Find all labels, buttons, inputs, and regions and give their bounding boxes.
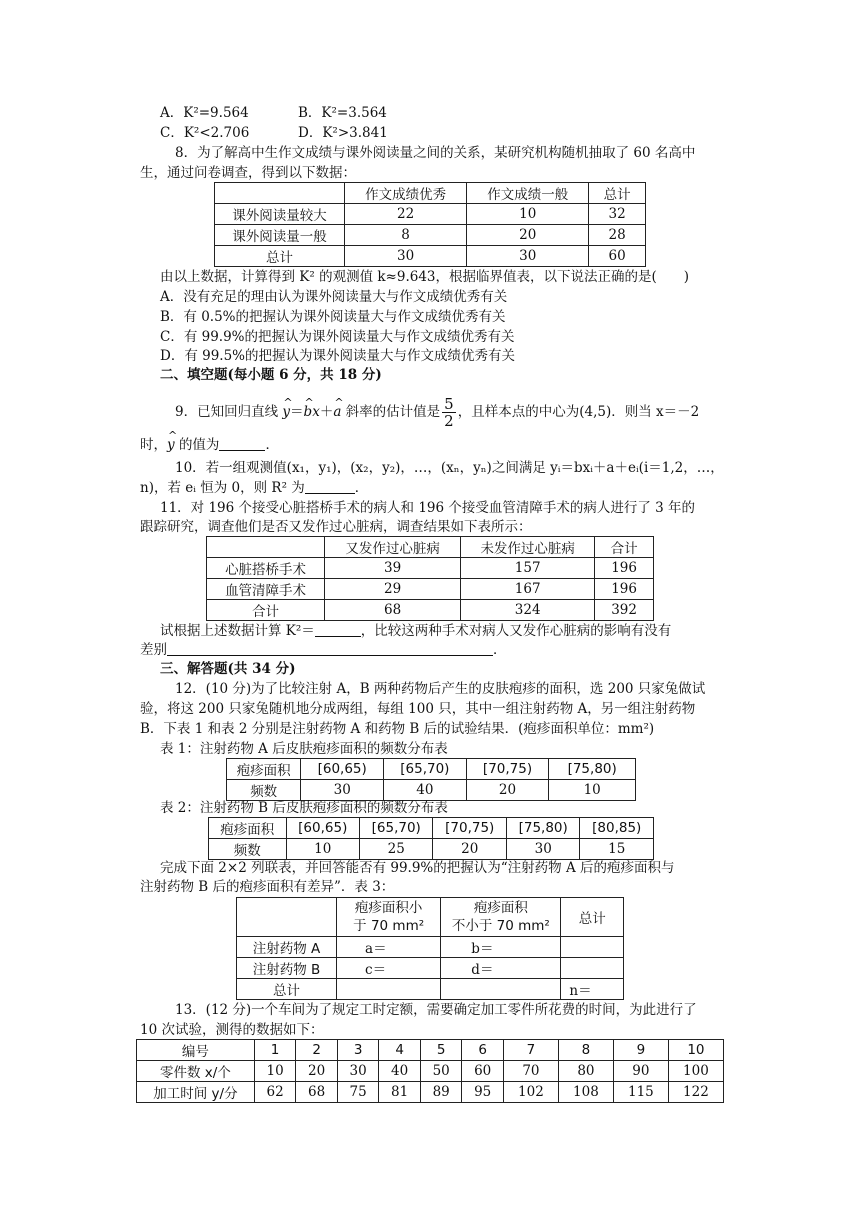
q13-row-label: 加工时间 y/分 — [137, 1082, 255, 1103]
q7-option-b: B．K²=3.564 — [298, 105, 387, 121]
table-row — [207, 600, 654, 621]
q11-after-line1 — [160, 622, 671, 640]
t2-header: 疱疹面积 — [209, 818, 287, 839]
q10-text-b: ． — [354, 480, 369, 496]
q13-cell: 75 — [337, 1082, 379, 1103]
q11-row-label: 合计 — [207, 600, 325, 621]
t3-row-label: 注射药物 A — [237, 937, 337, 958]
t2-cell: 30 — [506, 839, 579, 860]
q13-cell: 100 — [668, 1061, 723, 1082]
q8-cell: 10 — [467, 204, 589, 225]
t3-header-line: 疱疹面积 — [473, 900, 528, 916]
q13-cell: 62 — [254, 1082, 296, 1103]
q11-cell: 167 — [461, 579, 595, 600]
t2-row-label: 频数 — [209, 839, 287, 860]
regression-equation: ^ y＝^ bx＋^ a — [278, 404, 346, 420]
q8-cell: 22 — [345, 204, 467, 225]
q13-table-header: 4 — [379, 1040, 421, 1061]
t3-cell-d[interactable]: d＝ — [441, 958, 561, 979]
answer-blank[interactable] — [167, 641, 493, 656]
q13-cell: 81 — [379, 1082, 421, 1103]
table-row — [237, 937, 624, 958]
t1-header: [70,75) — [466, 759, 549, 780]
t3-header-large — [441, 898, 561, 937]
q11-cell: 68 — [325, 600, 461, 621]
answer-blank[interactable] — [305, 479, 355, 494]
table-row — [227, 780, 636, 801]
q13-line1: 13．(12 分)一个车间为了规定工时定额，需要确定加工零件所花费的时间，为此进行了 — [175, 1002, 697, 1018]
q8-cell: 30 — [467, 246, 589, 267]
q11-table-header — [207, 537, 325, 558]
t1-header: 疱疹面积 — [227, 759, 301, 780]
answer-blank[interactable] — [315, 622, 361, 637]
q11-cell: 39 — [325, 558, 461, 579]
q11-cell: 196 — [595, 558, 654, 579]
t3-cell[interactable] — [561, 937, 624, 958]
q10-text-a: n)，若 eᵢ 恒为 0，则 R² 为 — [140, 480, 305, 496]
q13-table-header: 编号 — [137, 1040, 255, 1061]
q8-table-header: 总计 — [589, 183, 646, 204]
q13-table-header: 3 — [337, 1040, 379, 1061]
q12-after-line1: 完成下面 2×2 列联表，并回答能否有 99.9%的把握认为“注射药物 A 后的疱疹面积与 — [160, 860, 675, 876]
q13-table-header: 9 — [613, 1040, 668, 1061]
q13-cell: 30 — [337, 1061, 379, 1082]
t1-header: [65,70) — [384, 759, 467, 780]
q11-cell: 392 — [595, 600, 654, 621]
q8-row-label: 总计 — [215, 246, 345, 267]
q11-row-label: 心脏搭桥手术 — [207, 558, 325, 579]
q11-row-label: 血管清障手术 — [207, 579, 325, 600]
t2-header: [60,65) — [286, 818, 359, 839]
q11-cell: 29 — [325, 579, 461, 600]
t3-header-line: 不小于 70 mm² — [451, 918, 550, 934]
q13-line2: 10 次试验，测得的数据如下： — [140, 1022, 324, 1038]
q13-cell: 115 — [613, 1082, 668, 1103]
q8-after-text: 由以上数据，计算得到 K² 的观测值 k≈9.643，根据临界值表，以下说法正确的是( ) — [160, 269, 690, 285]
q9-text-b: 斜率的估计值是 — [345, 404, 441, 420]
t3-header-line: 疱疹面积小 — [354, 900, 423, 916]
q12-after-line2: 注射药物 B 后的疱疹面积有差异”．表 3： — [140, 879, 395, 895]
t2-header: [65,70) — [360, 818, 433, 839]
q8-cell: 32 — [589, 204, 646, 225]
q11-line1: 11．对 196 个接受心脏搭桥手术的病人和 196 个接受血管清障手术的病人进行了 3 年的 — [160, 500, 696, 516]
t3-cell-a[interactable]: a＝ — [337, 937, 441, 958]
q7-option-d: D．K²>3.841 — [298, 125, 388, 141]
t2-cell: 10 — [286, 839, 359, 860]
t3-header-total: 总计 — [561, 898, 624, 937]
t2-cell: 25 — [360, 839, 433, 860]
fraction-denominator: 2 — [444, 412, 454, 430]
t3-corner — [237, 898, 337, 937]
q13-cell: 80 — [558, 1061, 613, 1082]
q8-table-header — [215, 183, 345, 204]
t3-row-label: 总计 — [237, 979, 337, 1000]
q13-table-header: 2 — [296, 1040, 338, 1061]
q9-text-d: 时， — [140, 437, 167, 453]
section-fill-in-title: 二、填空题(每小题 6 分，共 18 分) — [160, 367, 382, 383]
q8-option-b: B．有 0.5%的把握认为课外阅读量大与作文成绩优秀有关 — [160, 309, 506, 325]
q13-table-header: 10 — [668, 1040, 723, 1061]
q8-table — [214, 182, 646, 267]
q10-line1: 10．若一组观测值(x₁，y₁)，(x₂，y₂)，…，(xₙ，yₙ)之间满足 yᵢ＝bxᵢ＋a＋eᵢ(i＝1,2，…， — [175, 460, 724, 476]
q13-cell: 68 — [296, 1082, 338, 1103]
t3-header-line: 于 70 mm² — [353, 918, 425, 934]
q8-table-header: 作文成绩优秀 — [345, 183, 467, 204]
q13-table-header: 1 — [254, 1040, 296, 1061]
q13-cell: 50 — [420, 1061, 462, 1082]
q7-option-c: C．K²<2.706 — [160, 125, 250, 141]
q8-table-header: 作文成绩一般 — [467, 183, 589, 204]
t2-header: [80,85) — [580, 818, 654, 839]
q11-table-header: 未发作过心脏病 — [461, 537, 595, 558]
q13-cell: 122 — [668, 1082, 723, 1103]
q11-cell: 324 — [461, 600, 595, 621]
table-row — [237, 958, 624, 979]
q13-cell: 10 — [254, 1061, 296, 1082]
t2-header: [75,80) — [506, 818, 579, 839]
q8-cell: 20 — [467, 225, 589, 246]
q11-text-c: 差别 — [140, 642, 167, 658]
t3-cell[interactable] — [337, 979, 441, 1000]
q13-cell: 60 — [462, 1061, 504, 1082]
q13-cell: 20 — [296, 1061, 338, 1082]
q9-line2: 时，^ y 的值为 ． — [140, 436, 279, 454]
q13-table-header: 8 — [558, 1040, 613, 1061]
t2-header: [70,75) — [433, 818, 506, 839]
q13-cell: 102 — [503, 1082, 558, 1103]
t3-cell-n[interactable]: n＝ — [561, 979, 624, 1000]
q12-line2: 验，将这 200 只家兔随机地分成两组，每组 100 只，其中一组注射药物 A，另一组注射药物 — [140, 701, 696, 717]
table-row — [207, 558, 654, 579]
q13-cell: 70 — [503, 1061, 558, 1082]
q13-cell: 40 — [379, 1061, 421, 1082]
q11-table — [206, 536, 654, 621]
q11-after-line2 — [140, 641, 507, 659]
q8-option-c: C．有 99.9%的把握认为课外阅读量大与作文成绩优秀有关 — [160, 329, 515, 345]
t1-cell: 30 — [301, 780, 384, 801]
q13-table-header: 5 — [420, 1040, 462, 1061]
q13-cell: 90 — [613, 1061, 668, 1082]
q13-table-header: 6 — [462, 1040, 504, 1061]
q9-line1 — [175, 396, 699, 429]
q9-text-e: 的值为 — [178, 437, 220, 453]
table1-caption: 表 1：注射药物 A 后皮肤疱疹面积的频数分布表 — [160, 741, 448, 757]
t3-cell-b[interactable]: b＝ — [441, 937, 561, 958]
q8-cell: 60 — [589, 246, 646, 267]
q8-cell: 8 — [345, 225, 467, 246]
t1-cell: 20 — [466, 780, 549, 801]
table-row — [137, 1082, 724, 1103]
t3-header-small — [337, 898, 441, 937]
q8-row-label: 课外阅读量较大 — [215, 204, 345, 225]
table2-caption: 表 2：注射药物 B 后皮肤疱疹面积的频数分布表 — [160, 800, 448, 816]
q12-line1: 12．(10 分)为了比较注射 A，B 两种药物后产生的皮肤疱疹的面积，选 200 只家兔做试 — [175, 681, 706, 697]
t1-row-label: 频数 — [227, 780, 301, 801]
section-answer-title: 三、解答题(共 34 分) — [160, 661, 296, 677]
table-row — [207, 579, 654, 600]
answer-blank[interactable] — [219, 436, 265, 451]
q9-text-f: ． — [265, 437, 279, 453]
t1-header: [60,65) — [301, 759, 384, 780]
table-row — [209, 839, 654, 860]
q13-cell: 108 — [558, 1082, 613, 1103]
t2-cell: 20 — [433, 839, 506, 860]
q13-table — [136, 1039, 724, 1103]
q13-cell: 95 — [462, 1082, 504, 1103]
table-row — [215, 204, 646, 225]
t3-cell[interactable] — [561, 958, 624, 979]
q10-line2 — [140, 479, 368, 497]
q12-table1 — [226, 758, 636, 801]
t3-cell-c[interactable]: c＝ — [337, 958, 441, 979]
q8-row-label: 课外阅读量一般 — [215, 225, 345, 246]
t3-row-label: 注射药物 B — [237, 958, 337, 979]
q8-stem-line2: 生，通过问卷调查，得到以下数据： — [140, 165, 356, 181]
q11-line2: 跟踪研究，调查他们是否又发作过心脏病，调查结果如下表所示： — [140, 519, 532, 535]
q8-option-a: A．没有充足的理由认为课外阅读量大与作文成绩优秀有关 — [160, 289, 508, 305]
t1-cell: 40 — [384, 780, 467, 801]
q8-option-d: D．有 99.5%的把握认为课外阅读量大与作文成绩优秀有关 — [160, 348, 516, 364]
q13-cell: 89 — [420, 1082, 462, 1103]
t3-cell[interactable] — [441, 979, 561, 1000]
table-row — [137, 1061, 724, 1082]
q12-table2 — [208, 817, 654, 860]
q8-cell: 30 — [345, 246, 467, 267]
table-row — [215, 246, 646, 267]
q11-table-header: 又发作过心脏病 — [325, 537, 461, 558]
q11-text-a: 试根据上述数据计算 K²＝ — [160, 623, 315, 639]
t1-header: [75,80) — [549, 759, 636, 780]
fraction-numerator: 5 — [444, 395, 454, 413]
q13-table-header: 7 — [503, 1040, 558, 1061]
q8-cell: 28 — [589, 225, 646, 246]
slope-fraction — [442, 396, 456, 429]
q9-text-a: 9．已知回归直线 — [175, 404, 279, 420]
q12-table3 — [236, 897, 624, 1000]
q11-text-d: ． — [493, 642, 507, 658]
q12-line3: B．下表 1 和表 2 分别是注射药物 A 和药物 B 后的试验结果．(疱疹面积单位：mm²) — [140, 721, 655, 737]
table-row — [215, 225, 646, 246]
t1-cell: 10 — [549, 780, 636, 801]
q8-stem-line1: 8．为了解高中生作文成绩与课外阅读量之间的关系，某研究机构随机抽取了 60 名高中 — [175, 145, 696, 161]
table-row — [237, 979, 624, 1000]
q13-row-label: 零件数 x/个 — [137, 1061, 255, 1082]
q11-table-header: 合计 — [595, 537, 654, 558]
q11-cell: 157 — [461, 558, 595, 579]
q11-text-b: ，比较这两种手术对病人又发作心脏病的影响有没有 — [360, 623, 672, 639]
q11-cell: 196 — [595, 579, 654, 600]
q9-text-c: ，且样本点的中心为(4,5)．则当 x＝－2 — [457, 404, 700, 420]
t2-cell: 15 — [580, 839, 654, 860]
q7-option-a: A．K²=9.564 — [160, 105, 249, 121]
